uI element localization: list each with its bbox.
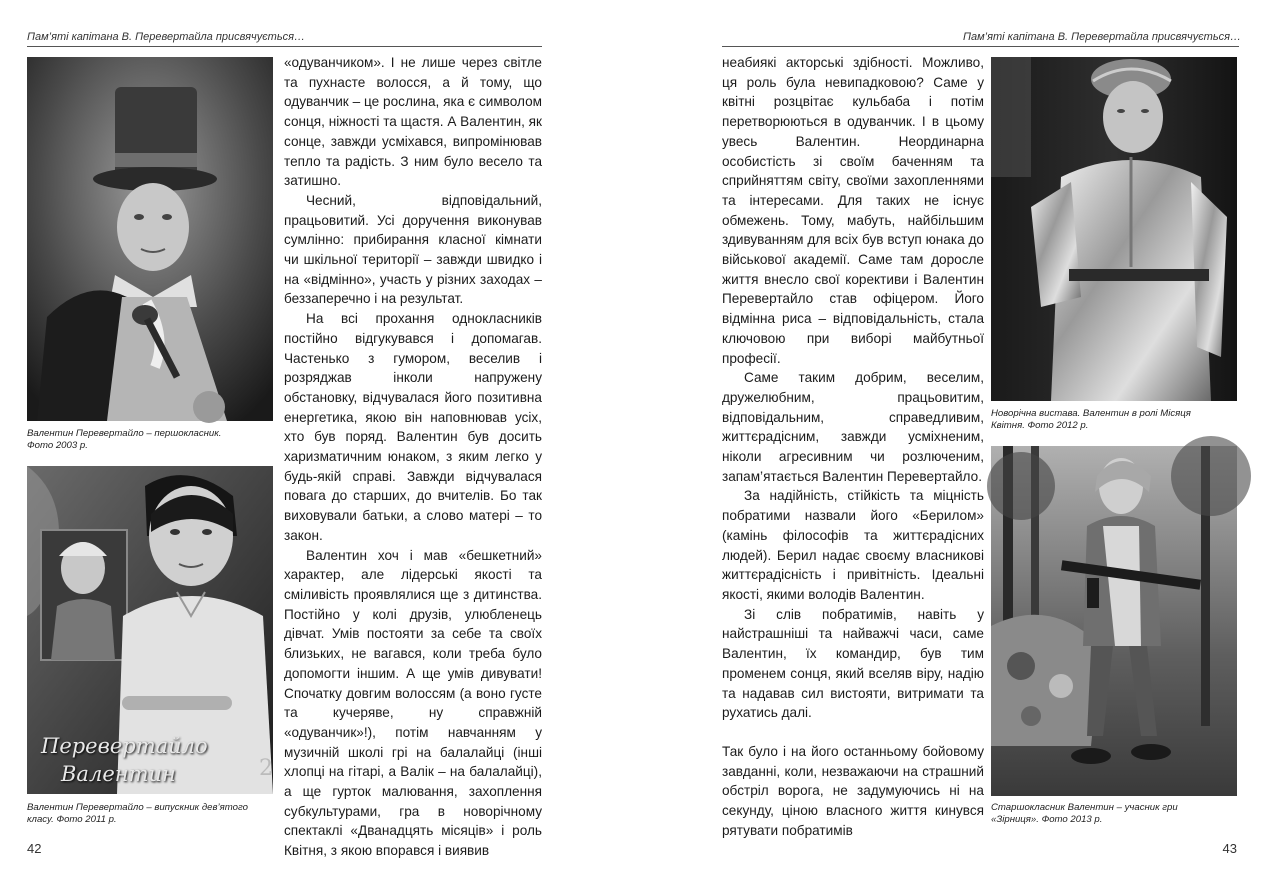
paragraph: Чесний, відповідальний, працьовитий. Усі доручення виконував сумлінно: прибирання класної кімнати чи шкільної території – завжди швидко і на «відмінно», участь у різних заходах – беззаперечно і на результат.: [284, 192, 542, 307]
paragraph: За надійність, стійкість та міцність побратими назвали його «Берилом» (камінь філософів та життєрадісних людей). Берил надає своєму власникові життєрадісність і привітність. Ідеальні якості, якими володів Валентин.: [722, 488, 984, 602]
photo-first-grader: [27, 57, 273, 421]
caption-line: класу. Фото 2011 р.: [27, 813, 117, 825]
caption-line: Валентин Перевертайло – першокласник.: [27, 428, 222, 439]
body-text-left: [284, 53, 542, 859]
caption-line: Фото 2003 р.: [27, 439, 88, 451]
caption-line: Квітня. Фото 2012 р.: [991, 419, 1089, 431]
caption-line: «Зірниця». Фото 2013 р.: [991, 813, 1103, 825]
overlay-firstname: Валентин: [61, 762, 176, 786]
caption-new-year-play: [991, 408, 1241, 431]
photo-zirnytsia-game: [991, 446, 1237, 796]
caption-first-grader: [27, 428, 273, 451]
overlay-surname: Перевертайло: [41, 734, 208, 758]
caption-line: Новорічна вистава. Валентин в ролі Місяця: [991, 408, 1191, 419]
caption-zirnytsia: [991, 802, 1241, 825]
caption-ninth-grade: [27, 802, 273, 825]
paragraph: Так було і на його останньому бойовому завданні, коли, незважаючи на страшний обстріл ворога, не задумуючись ні на секунду, ціною власного життя кинувся рятувати побратимів: [722, 743, 984, 838]
paragraph: «одуванчиком». І не лише через світле та пухнасте волосся, а й тому, що одуванчик – це рослина, яка є символом сонця, ніжності та щастя. А Валентин, як сонце, завжди усміхався, випромінював тепло та радість. З ним було весело та затишно.: [284, 55, 542, 189]
caption-line: Валентин Перевертайло – випускник дев’ятого: [27, 802, 248, 813]
paragraph: неабиякі акторські здібності. Можливо, ця роль була невипадковою? Саме у квітні розцвітає кульбаба і потім перетворюються в одуванчик. І в цьому увесь Валентин. Неординарна особистість зі своїм баченням та сприйняттям світу, своїми захопленнями та інтересами. Для таких не існує обмежень. Тому, мабуть, найбільшим здивуванням для всіх був вступ юнака до військової академії. Саме там доросле життя внесло свої корективи і Валентин Перевертайло став офіцером. Його відмінна риса – відповідальність, стала ключовою при виборі майбутньої професії.: [722, 55, 984, 366]
page-number: 43: [1222, 841, 1237, 856]
paragraph: На всі прохання однокласників постійно відгукувався і допомагав. Частенько з гумором, веселив і розряджав інколи напружену обстановку, відчувалася його позитивна енергетика, якою він наповнював усіх, хто був поряд. Валентин був досить харизматичним юнаком, з яким легко у будь-якій справі. Завжди відчувалася повага до старших, до вчителів. Бо так виховували батьки, а слово матері – то закон.: [284, 311, 542, 543]
paragraph: Зі слів побратимів, навіть у найстрашніші та найважчі часи, саме Валентин, їх командир, був тим променем сонця, який вселяв віру, надію та надавав сил вистояти, витримати та рухатись далі.: [722, 606, 984, 721]
body-text-right: [722, 53, 984, 838]
paragraph: Саме таким добрим, веселим, дружелюбним, працьовитим, відповідальним, справедливим, життєрадісним, завжди усміхненим, ніколи агресивним чи розлюченим, запам’ятається Валентин Перевертайло.: [722, 370, 984, 484]
page-right: [634, 0, 1268, 881]
paragraph: Валентин хоч і мав «бешкетний» характер, але лідерські якості та сміливість проявлялися ще з дитинства. Постійно у колі друзів, улюбленець дівчат. Умів постояти за себе та своїх близьких, не вагався, коли треба було допомогти іншим. А ще умів дивувати! Спочатку довгим волоссям (а воно густе та кучеряве, ну справжній «одуванчик»!), потім навчанням у музичній школі грі на балалайці (інші хлопці на гітарі, а Валік – на балалайці), а ще гурток малювання, захоплення субкультурами, гра в новорічному спектаклі «Дванадцять місяців» і роль Квітня, з якою впорався і виявив: [284, 547, 542, 859]
photo-ninth-grade-graduate: [27, 466, 273, 794]
header-rule: [27, 46, 542, 47]
photo-new-year-play: [991, 57, 1237, 401]
running-head: Пам’яті капітана В. Перевертайла присвячується…: [27, 31, 305, 43]
running-head: Пам’яті капітана В. Перевертайла присвячується…: [963, 31, 1241, 43]
page-number: 42: [27, 841, 42, 856]
header-rule: [722, 46, 1239, 47]
overlay-digit: 2: [259, 756, 273, 781]
caption-line: Старшокласник Валентин – учасник гри: [991, 802, 1178, 813]
